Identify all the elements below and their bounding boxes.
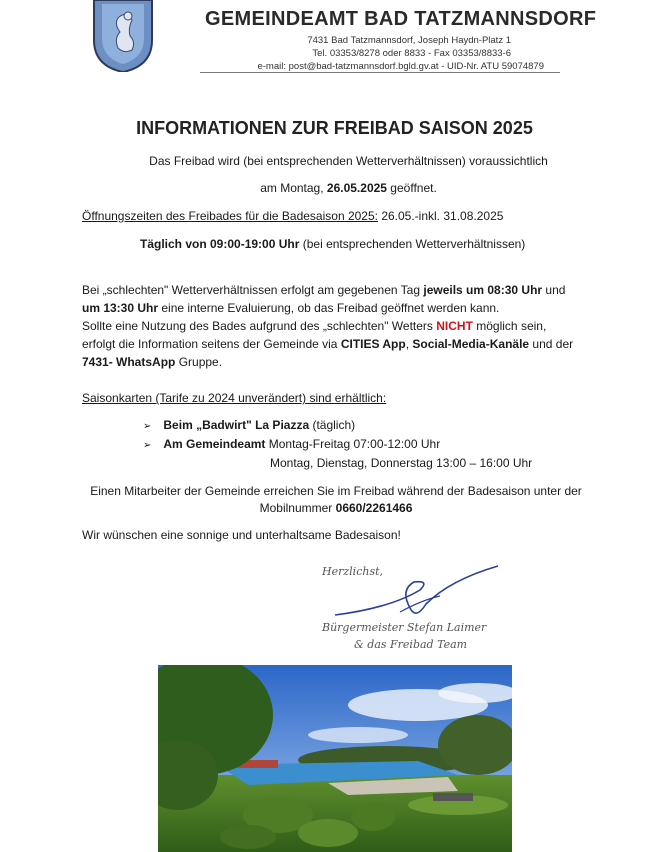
contact-line-2	[70, 499, 602, 517]
weather-l1-post: und	[542, 283, 566, 297]
org-phone: Tel. 03353/8278 oder 8833 - Fax 03353/8833-6	[312, 48, 511, 59]
municipal-crest-icon	[92, 0, 154, 72]
weather-l3-pre: Sollte eine Nutzung des Bades aufgrund des „schlechten" Wetters	[82, 319, 437, 333]
weather-line-1	[82, 281, 602, 299]
weather-l5-post: Gruppe.	[175, 355, 223, 369]
weather-paragraph	[82, 281, 602, 371]
daily-hours-note: (bei entsprechenden Wetterverhältnissen)	[299, 237, 526, 251]
opening-date: 26.05.2025	[326, 181, 387, 195]
weather-l4-post: und der	[529, 337, 574, 351]
weather-line-2	[82, 299, 602, 317]
signature-greeting: Herzlichst,	[322, 565, 383, 578]
daily-hours-line	[140, 235, 525, 253]
weather-line-3	[82, 317, 602, 335]
ticket-location-1-hours: (täglich)	[309, 418, 356, 432]
not-warning: NICHT	[436, 319, 473, 333]
season-hours-label: Öffnungszeiten des Freibades für die Badesaison 2025:	[82, 209, 378, 223]
intro-line-2	[0, 179, 669, 197]
weather-l4-pre: erfolgt die Information seitens der Gemeinde via	[82, 337, 341, 351]
ticket-location-2-hours-line-2: Montag, Dienstag, Donnerstag 13:00 – 16:00 Uhr	[270, 456, 533, 470]
weather-line-4	[82, 335, 602, 353]
whatsapp-group: 7431- WhatsApp	[82, 355, 176, 369]
signature-team: & das Freibad Team	[354, 638, 468, 651]
weather-l2-bold: um 13:30 Uhr	[82, 301, 159, 315]
closing-line: Wir wünschen eine sonnige und unterhaltsame Badesaison!	[82, 528, 401, 542]
weather-l3-post: möglich sein,	[472, 319, 547, 333]
org-contact: e-mail: post@bad-tatzmannsdorf.bgld.gv.at - UID-Nr. ATU 59074879	[257, 61, 544, 72]
season-hours-range: 26.05.-inkl. 31.08.2025	[377, 209, 504, 223]
bullet-arrow-icon: ➢	[143, 440, 152, 451]
org-name: GEMEINDEAMT BAD TATZMANNSDORF	[205, 8, 597, 30]
daily-hours: Täglich von 09:00-19:00 Uhr	[140, 237, 300, 251]
page-title: INFORMATIONEN ZUR FREIBAD SAISON 2025	[136, 118, 533, 138]
intro-line-1: Das Freibad wird (bei entsprechenden Wetterverhältnissen) voraussichtlich	[149, 154, 548, 168]
intro-line-2-end: geöffnet.	[386, 181, 437, 195]
org-address: 7431 Bad Tatzmannsdorf, Joseph Haydn-Platz 1	[307, 35, 511, 46]
ticket-location-2-hours: Montag-Freitag 07:00-12:00 Uhr	[265, 437, 441, 451]
season-ticket-heading: Saisonkarten (Tarife zu 2024 unverändert) sind erhältlich:	[82, 391, 387, 405]
ticket-location-1	[143, 416, 355, 436]
ticket-location-2-name: Am Gemeindeamt	[163, 437, 266, 451]
ticket-location-2	[143, 435, 440, 455]
bullet-arrow-icon: ➢	[143, 421, 152, 432]
weather-l2-post: eine interne Evaluierung, ob das Freibad geöffnet werden kann.	[158, 301, 500, 315]
intro-line-2-text: am Montag,	[260, 181, 327, 195]
handwritten-signature	[330, 560, 510, 630]
social-media-channels: Social-Media-Kanäle	[412, 337, 530, 351]
cities-app: CITIES App	[340, 337, 406, 351]
header-divider	[200, 72, 560, 73]
mobile-number: 0660/2261466	[335, 501, 413, 515]
weather-l1-bold: jeweils um 08:30 Uhr	[423, 283, 543, 297]
contact-line-2-text: Mobilnummer	[259, 501, 336, 515]
contact-line-1: Einen Mitarbeiter der Gemeinde erreichen Sie im Freibad während der Badesaison unter der	[90, 484, 582, 498]
season-hours-line	[82, 207, 503, 225]
weather-l4-sep: ,	[405, 337, 413, 351]
signature-name: Bürgermeister Stefan Laimer	[322, 621, 487, 634]
weather-line-5	[82, 353, 602, 371]
weather-l1-pre: Bei „schlechten" Wetterverhältnissen erfolgt am gegebenen Tag	[82, 283, 424, 297]
pool-photo	[158, 665, 512, 852]
ticket-location-1-name: Beim „Badwirt" La Piazza	[163, 418, 310, 432]
